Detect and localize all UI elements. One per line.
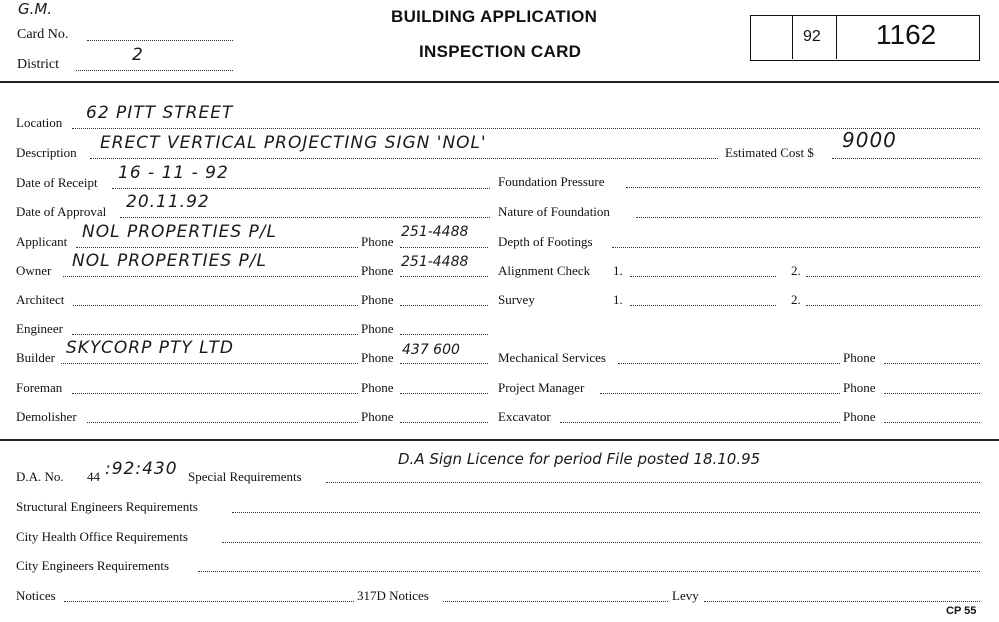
city-health-field[interactable] — [222, 542, 980, 543]
architect-label: Architect — [16, 292, 65, 307]
lower-divider — [0, 439, 999, 441]
description-label: Description — [16, 145, 77, 160]
mechanical-phone-label: Phone — [843, 350, 876, 365]
notices-317d-label: 317D Notices — [357, 588, 429, 603]
gm-note: G.M. — [18, 0, 53, 18]
builder-phone-label: Phone — [361, 350, 394, 365]
location-value: 62 PITT STREET — [86, 103, 234, 123]
applicant-phone-label: Phone — [361, 234, 394, 249]
date-of-approval-label: Date of Approval — [16, 204, 107, 219]
owner-phone-value: 251-4488 — [401, 254, 469, 270]
mechanical-phone-field[interactable] — [884, 363, 980, 364]
survey-2-field[interactable] — [806, 305, 980, 306]
da-no-label: D.A. No. — [16, 469, 64, 484]
builder-phone-field[interactable] — [400, 363, 488, 364]
date-of-receipt-label: Date of Receipt — [16, 175, 98, 190]
applicant-label: Applicant — [16, 234, 68, 249]
applicant-phone-value: 251-4488 — [401, 224, 469, 240]
card-number-box — [750, 15, 980, 61]
project-manager-field[interactable] — [600, 393, 840, 394]
mechanical-services-label: Mechanical Services — [498, 350, 606, 365]
location-label: Location — [16, 115, 63, 130]
foreman-phone-field[interactable] — [400, 393, 488, 394]
survey-label: Survey — [498, 292, 535, 307]
alignment-check-label: Alignment Check — [498, 263, 591, 278]
date-of-receipt-value: 16 - 11 - 92 — [118, 163, 229, 183]
notices-317d-field[interactable] — [443, 601, 668, 602]
survey-1-field[interactable] — [630, 305, 776, 306]
builder-phone-value: 437 600 — [402, 342, 460, 358]
mechanical-services-field[interactable] — [618, 363, 840, 364]
nature-of-foundation-label: Nature of Foundation — [498, 204, 610, 219]
applicant-value: NOL PROPERTIES P/L — [82, 222, 278, 242]
foreman-label: Foreman — [16, 380, 63, 395]
header-divider — [0, 81, 999, 83]
depth-of-footings-label: Depth of Footings — [498, 234, 593, 249]
engineer-label: Engineer — [16, 321, 63, 336]
card-no-field[interactable] — [87, 40, 233, 41]
card-no-label: Card No. — [17, 27, 69, 42]
demolisher-label: Demolisher — [16, 409, 77, 424]
builder-label: Builder — [16, 350, 55, 365]
da-no-value: :92:430 — [105, 459, 178, 479]
excavator-field[interactable] — [560, 422, 840, 423]
architect-phone-field[interactable] — [400, 305, 488, 306]
city-health-label: City Health Office Requirements — [16, 529, 188, 544]
foundation-pressure-field[interactable] — [626, 187, 980, 188]
foreman-phone-label: Phone — [361, 380, 394, 395]
demolisher-phone-field[interactable] — [400, 422, 488, 423]
applicant-phone-field[interactable] — [400, 247, 488, 248]
notices-label: Notices — [16, 588, 56, 603]
district-value: 2 — [132, 45, 144, 65]
project-manager-label: Project Manager — [498, 380, 585, 395]
form-title-line2: INSPECTION CARD — [419, 42, 582, 61]
survey-2-label: 2. — [791, 292, 801, 307]
card-number-divider-1 — [792, 15, 793, 59]
foreman-field[interactable] — [72, 393, 358, 394]
excavator-label: Excavator — [498, 409, 551, 424]
date-of-approval-value: 20.11.92 — [126, 192, 210, 212]
depth-of-footings-field[interactable] — [612, 247, 980, 248]
special-requirements-field[interactable] — [326, 482, 980, 483]
levy-field[interactable] — [704, 601, 980, 602]
description-field[interactable] — [90, 158, 718, 159]
alignment-1-label: 1. — [613, 263, 623, 278]
card-number: 1162 — [876, 19, 937, 50]
levy-label: Levy — [672, 588, 699, 603]
excavator-phone-field[interactable] — [884, 422, 980, 423]
special-requirements-value: D.A Sign Licence for period File posted 18.10.95 — [398, 450, 761, 468]
owner-phone-label: Phone — [361, 263, 394, 278]
excavator-phone-label: Phone — [843, 409, 876, 424]
date-of-approval-field[interactable] — [120, 217, 490, 218]
engineer-phone-field[interactable] — [400, 334, 488, 335]
city-engineers-field[interactable] — [198, 571, 980, 572]
alignment-1-field[interactable] — [630, 276, 776, 277]
engineer-field[interactable] — [72, 334, 358, 335]
project-manager-phone-label: Phone — [843, 380, 876, 395]
card-year: 92 — [803, 28, 821, 45]
applicant-field[interactable] — [76, 247, 358, 248]
foundation-pressure-label: Foundation Pressure — [498, 174, 605, 189]
structural-field[interactable] — [232, 512, 980, 513]
builder-field[interactable] — [61, 363, 358, 364]
estimated-cost-field[interactable] — [832, 158, 980, 159]
estimated-cost-label: Estimated Cost $ — [725, 145, 814, 160]
card-number-divider-2 — [836, 15, 837, 59]
architect-phone-label: Phone — [361, 292, 394, 307]
da-no-prefix: 44 — [87, 469, 100, 484]
owner-value: NOL PROPERTIES P/L — [72, 251, 268, 271]
nature-of-foundation-field[interactable] — [636, 217, 980, 218]
project-manager-phone-field[interactable] — [884, 393, 980, 394]
estimated-cost-value: 9000 — [842, 128, 897, 152]
special-requirements-label: Special Requirements — [188, 469, 302, 484]
form-title-line1: BUILDING APPLICATION — [391, 7, 598, 26]
architect-field[interactable] — [73, 305, 358, 306]
description-value: ERECT VERTICAL PROJECTING SIGN 'NOL' — [100, 133, 487, 153]
structural-label: Structural Engineers Requirements — [16, 499, 198, 514]
builder-value: SKYCORP PTY LTD — [66, 338, 234, 358]
engineer-phone-label: Phone — [361, 321, 394, 336]
demolisher-field[interactable] — [87, 422, 358, 423]
district-field[interactable] — [76, 70, 233, 71]
district-label: District — [17, 57, 59, 72]
date-of-receipt-field[interactable] — [112, 188, 490, 189]
demolisher-phone-label: Phone — [361, 409, 394, 424]
survey-1-label: 1. — [613, 292, 623, 307]
owner-label: Owner — [16, 263, 52, 278]
owner-phone-field[interactable] — [400, 276, 488, 277]
form-code: CP 55 — [946, 605, 977, 617]
alignment-2-label: 2. — [791, 263, 801, 278]
city-engineers-label: City Engineers Requirements — [16, 558, 170, 573]
alignment-2-field[interactable] — [806, 276, 980, 277]
notices-field[interactable] — [64, 601, 354, 602]
owner-field[interactable] — [63, 276, 358, 277]
